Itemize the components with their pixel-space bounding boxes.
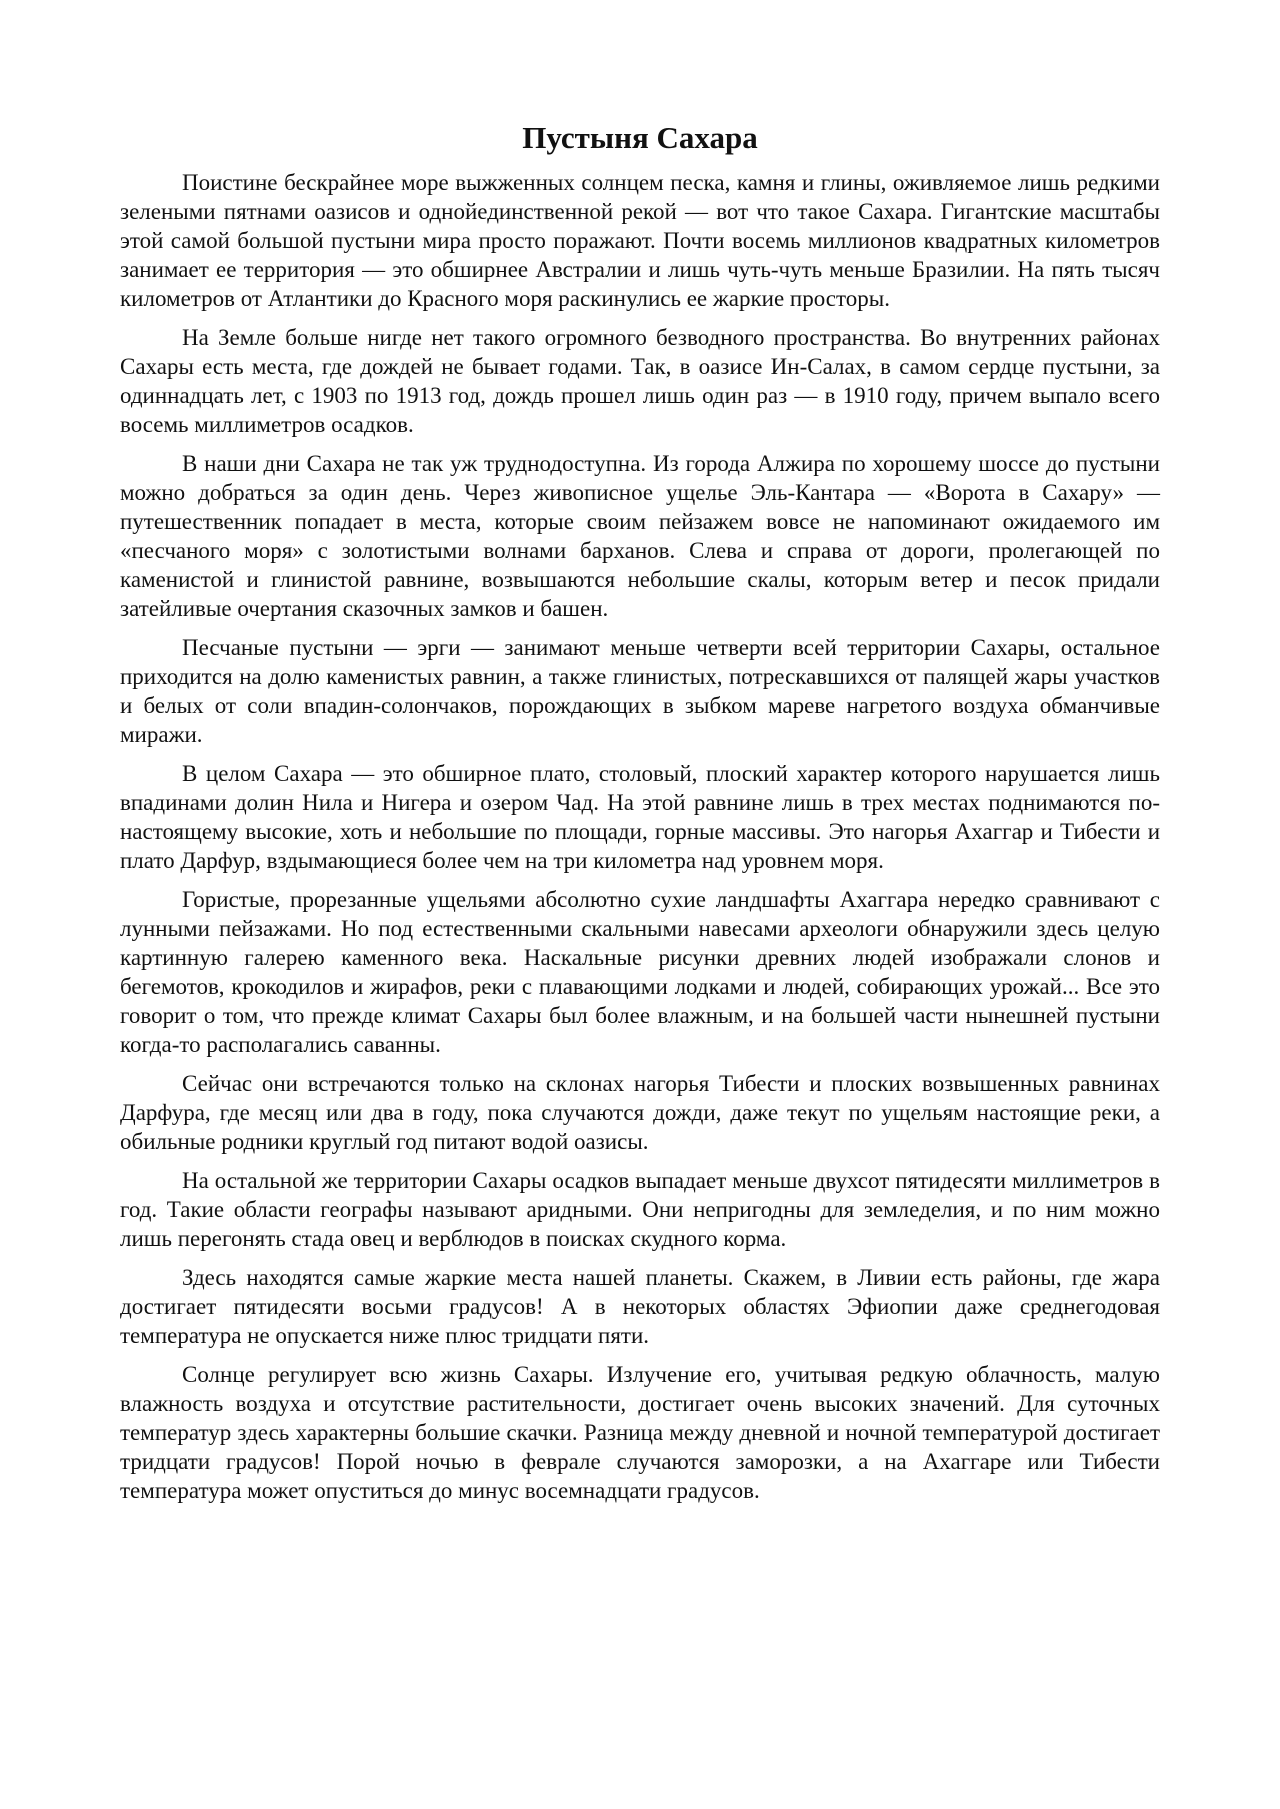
- paragraph-1: Поистине бескрайнее море выжженных солнцем песка, камня и глины, оживляемое лишь редкими зелеными пятнами оазисов и однойединственной рекой — вот что такое Сахара. Гигантские масштабы этой самой большой пустыни мира просто поражают. Почти восемь миллионов квадратных километров занимает ее территория — это обширнее Австралии и лишь чуть-чуть меньше Бразилии. На пять тысяч километров от Атлантики до Красного моря раскинулись ее жаркие просторы.: [120, 170, 1160, 311]
- document-page: [120, 118, 1160, 1515]
- document-title: Пустыня Сахара: [522, 120, 758, 155]
- paragraph-3: В наши дни Сахара не так уж труднодоступна. Из города Алжира по хорошему шоссе до пустыни можно добраться за один день. Через живописное ущелье Эль-Кантара — «Ворота в Сахару» — путешественник попадает в места, которые своим пейзажем вовсе не напоминают ожидаемого им «песчаного моря» с золотистыми волнами барханов. Слева и справа от дороги, пролегающей по каменистой и глинистой равнине, возвышаются небольшие скалы, которым ветер и песок придали затейливые очертания сказочных замков и башен.: [120, 451, 1160, 621]
- paragraph-5: В целом Сахара — это обширное плато, столовый, плоский характер которого нарушается лишь впадинами долин Нила и Нигера и озером Чад. На этой равнине лишь в трех местах поднимаются по-настоящему высокие, хоть и небольшие по площади, горные массивы. Это нагорья Ахаггар и Тибести и плато Дарфур, вздымающиеся более чем на три километра над уровнем моря.: [120, 761, 1160, 873]
- paragraph-10: Солнце регулирует всю жизнь Сахары. Излучение его, учитывая редкую облачность, малую влажность воздуха и отсутствие растительности, достигает очень высоких значений. Для суточных температур здесь характерны большие скачки. Разница между дневной и ночной температурой достигает тридцати градусов! Порой ночью в феврале случаются заморозки, а на Ахаггаре или Тибести температура может опуститься до минус восемнадцати градусов.: [120, 1362, 1160, 1503]
- paragraph-2: На Земле больше нигде нет такого огромного безводного пространства. Во внутренних районах Сахары есть места, где дождей не бывает годами. Так, в оазисе Ин-Салах, в самом сердце пустыни, за одиннадцать лет, с 1903 по 1913 год, дождь прошел лишь один раз — в 1910 году, причем выпало всего восемь миллиметров осадков.: [120, 325, 1160, 437]
- paragraph-6: Гористые, прорезанные ущельями абсолютно сухие ландшафты Ахаггара нередко сравнивают с лунными пейзажами. Но под естественными скальными навесами археологи обнаружили здесь целую картинную галерею каменного века. Наскальные рисунки древних людей изображали слонов и бегемотов, крокодилов и жирафов, реки с плавающими лодками и людей, собирающих урожай... Все это говорит о том, что прежде климат Сахары был более влажным, и на большей части нынешней пустыни когда-то располагались саванны.: [120, 887, 1160, 1057]
- paragraph-7: Сейчас они встречаются только на склонах нагорья Тибести и плоских возвышенных равнинах Дарфура, где месяц или два в году, пока случаются дожди, даже текут по ущельям настоящие реки, а обильные родники круглый год питают водой оазисы.: [120, 1071, 1160, 1154]
- paragraph-8: На остальной же территории Сахары осадков выпадает меньше двухсот пятидесяти миллиметров в год. Такие области географы называют аридными. Они непригодны для земледелия, и по ним можно лишь перегонять стада овец и верблюдов в поисках скудного корма.: [120, 1168, 1160, 1251]
- paragraph-9: Здесь находятся самые жаркие места нашей планеты. Скажем, в Ливии есть районы, где жара достигает пятидесяти восьми градусов! А в некоторых областях Эфиопии даже среднегодовая температура не опускается ниже плюс тридцати пяти.: [120, 1265, 1160, 1348]
- paragraph-4: Песчаные пустыни — эрги — занимают меньше четверти всей территории Сахары, остальное приходится на долю каменистых равнин, а также глинистых, потрескавшихся от палящей жары участков и белых от соли впадин-солончаков, порождающих в зыбком мареве нагретого воздуха обманчивые миражи.: [120, 635, 1160, 747]
